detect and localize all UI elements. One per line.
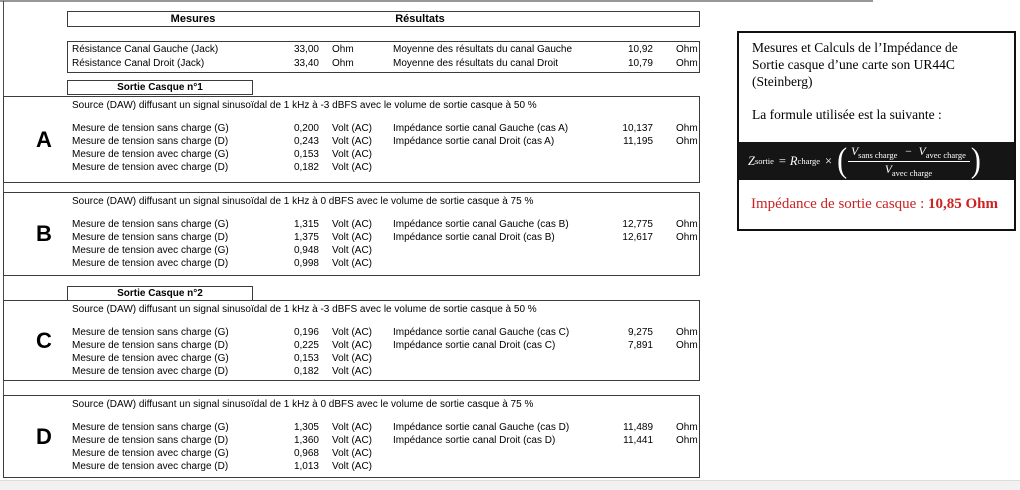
header-resultats: Résultats (395, 13, 445, 25)
measure-value: 1,360 (293, 435, 319, 446)
section-letter: D (36, 423, 52, 449)
formula-z: Z (748, 153, 755, 168)
measure-value: 0,968 (293, 448, 319, 459)
measure-value: 0,225 (293, 340, 319, 351)
result-label: Impédance sortie canal Gauche (cas B) (393, 219, 569, 230)
result-label: Impédance sortie canal Gauche (cas A) (393, 123, 569, 134)
result-unit: Ohm (676, 58, 698, 69)
result-unit: Ohm (676, 219, 698, 230)
section-source: Source (DAW) diffusant un signal sinusoïdal de 1 kHz à -3 dBFS avec le volume de sortie casque à 50 % (72, 100, 537, 111)
result-unit: Ohm (676, 340, 698, 351)
result-value: 11,441 (623, 435, 653, 446)
measure-value: 0,998 (293, 258, 319, 269)
section-letter: A (36, 126, 52, 152)
panel-title-line: Mesures et Calculs de l’Impédance de (752, 40, 958, 55)
measure-unit: Volt (AC) (332, 258, 373, 269)
measure-value: 0,948 (293, 245, 319, 256)
measure-row (68, 232, 699, 245)
panel-title (752, 39, 958, 90)
section-a (3, 96, 700, 183)
measure-value: 0,153 (293, 353, 319, 364)
impedance-result-value: 10,85 Ohm (928, 196, 999, 212)
measure-row (68, 435, 699, 448)
resistance-label: Résistance Canal Droit (Jack) (72, 58, 205, 69)
panel-title-line: Sortie casque d’une carte son UR44C (752, 57, 955, 72)
result-value: 10,137 (622, 123, 653, 134)
measure-label: Mesure de tension avec charge (G) (72, 448, 229, 459)
section-b (3, 192, 700, 276)
resistance-box (67, 41, 700, 73)
formula-equals: = (778, 153, 786, 168)
formula-v2: V (918, 146, 926, 159)
section-source: Source (DAW) diffusant un signal sinusoïdal de 1 kHz à 0 dBFS avec le volume de sortie casque à 75 % (72, 196, 534, 207)
result-value: 9,275 (627, 327, 653, 338)
measure-unit: Volt (AC) (332, 435, 373, 446)
result-unit: Ohm (676, 123, 698, 134)
resistance-label: Résistance Canal Gauche (Jack) (72, 44, 219, 55)
measure-unit: Volt (AC) (332, 327, 373, 338)
resistance-unit: Ohm (332, 58, 354, 69)
result-value: 10,79 (627, 58, 653, 69)
measure-row (68, 162, 699, 175)
result-label: Impédance sortie canal Gauche (cas C) (393, 327, 570, 338)
resistance-unit: Ohm (332, 44, 354, 55)
section-source: Source (DAW) diffusant un signal sinusoïdal de 1 kHz à 0 dBFS avec le volume de sortie casque à 75 % (72, 399, 534, 410)
measure-row (68, 461, 699, 474)
resistance-value: 33,00 (293, 44, 319, 55)
measure-unit: Volt (AC) (332, 245, 373, 256)
section-letter: C (36, 327, 52, 353)
measure-row (68, 353, 699, 366)
measure-value: 1,305 (293, 422, 319, 433)
formula-open-paren: ( (837, 141, 848, 180)
result-label: Moyenne des résultats du canal Droit (393, 58, 559, 69)
measure-value: 0,182 (293, 366, 319, 377)
measure-label: Mesure de tension sans charge (G) (72, 123, 229, 134)
measure-unit: Volt (AC) (332, 219, 373, 230)
measure-value: 1,013 (293, 461, 319, 472)
panel-title-line: (Steinberg) (752, 74, 813, 89)
formula-image: Z sortie = R charge × ( $\frac{V_{sans charge} - V_{avec charge}}{V_{avec charge}}$ ) (739, 142, 1014, 180)
header-mesures: Mesures (170, 13, 216, 25)
measure-row (68, 219, 699, 232)
group-header-sortie-casque-2: Sortie Casque n°2 (67, 286, 253, 301)
measure-unit: Volt (AC) (332, 232, 373, 243)
measure-unit: Volt (AC) (332, 123, 373, 134)
measure-label: Mesure de tension sans charge (D) (72, 232, 229, 243)
formula-r: R (789, 153, 798, 168)
resistance-value: 33,40 (293, 58, 319, 69)
measure-label: Mesure de tension avec charge (G) (72, 149, 229, 160)
measure-label: Mesure de tension avec charge (D) (72, 258, 229, 269)
result-unit: Ohm (676, 44, 698, 55)
measure-value: 0,200 (293, 123, 319, 134)
formula-minus: − (905, 146, 912, 159)
measure-unit: Volt (AC) (332, 448, 373, 459)
measure-label: Mesure de tension sans charge (G) (72, 327, 229, 338)
resistance-row (68, 44, 699, 58)
section-letter: B (36, 221, 52, 246)
result-unit: Ohm (676, 435, 698, 446)
measure-value: 0,153 (293, 149, 319, 160)
result-value: 11,195 (623, 136, 653, 147)
result-unit: Ohm (676, 422, 698, 433)
formula-close-paren: ) (970, 141, 981, 180)
impedance-result-label: Impédance de sortie casque : (751, 196, 929, 212)
group-header-sortie-casque-1: Sortie Casque n°1 (67, 80, 253, 95)
result-value: 7,891 (627, 340, 653, 351)
measure-unit: Volt (AC) (332, 366, 373, 377)
result-label: Impédance sortie canal Droit (cas B) (393, 232, 555, 243)
formula-intro: La formule utilisée est la suivante : (752, 107, 942, 122)
result-value: 10,92 (627, 44, 653, 55)
measure-unit: Volt (AC) (332, 162, 373, 173)
formula-v1-sub: sans charge (858, 150, 898, 161)
measure-value: 1,375 (293, 232, 319, 243)
measure-label: Mesure de tension sans charge (D) (72, 435, 229, 446)
measure-label: Mesure de tension avec charge (G) (72, 353, 229, 364)
section-d (3, 395, 700, 478)
measure-unit: Volt (AC) (332, 422, 373, 433)
formula-fraction (848, 145, 970, 177)
formula-v1: V (851, 146, 859, 159)
measure-label: Mesure de tension sans charge (D) (72, 340, 229, 351)
measure-unit: Volt (AC) (332, 461, 373, 472)
measure-unit: Volt (AC) (332, 340, 373, 351)
measure-label: Mesure de tension sans charge (G) (72, 219, 229, 230)
formula-numerator (848, 145, 970, 161)
formula-v2-sub: avec charge (925, 150, 966, 161)
result-label: Impédance sortie canal Droit (cas A) (393, 136, 555, 147)
measure-value: 0,196 (293, 327, 319, 338)
measure-label: Mesure de tension avec charge (D) (72, 366, 229, 377)
measure-label: Mesure de tension avec charge (D) (72, 162, 229, 173)
measure-label: Mesure de tension sans charge (D) (72, 136, 229, 147)
result-value: 12,775 (622, 219, 653, 230)
measure-value: 0,243 (293, 136, 319, 147)
result-label: Impédance sortie canal Droit (cas C) (393, 340, 556, 351)
formula-times: × (825, 153, 833, 168)
result-unit: Ohm (676, 327, 698, 338)
measure-value: 0,182 (293, 162, 319, 173)
measure-unit: Volt (AC) (332, 136, 373, 147)
measure-row (68, 448, 699, 461)
measure-label: Mesure de tension sans charge (G) (72, 422, 229, 433)
measure-label: Mesure de tension avec charge (G) (72, 245, 229, 256)
result-unit: Ohm (676, 232, 698, 243)
measure-unit: Volt (AC) (332, 149, 373, 160)
result-label: Impédance sortie canal Gauche (cas D) (393, 422, 570, 433)
section-c (3, 300, 700, 381)
measure-row (68, 245, 699, 258)
result-value: 12,617 (622, 232, 653, 243)
result-label: Moyenne des résultats du canal Gauche (393, 44, 572, 55)
measure-row (68, 340, 699, 353)
measure-row (68, 258, 699, 271)
formula-denominator (848, 162, 970, 177)
measure-row (68, 149, 699, 162)
measure-row (68, 422, 699, 435)
measure-value: 1,315 (293, 219, 319, 230)
result-label: Impédance sortie canal Droit (cas D) (393, 435, 556, 446)
result-unit: Ohm (676, 136, 698, 147)
column-headers-box (67, 11, 700, 27)
result-value: 11,489 (623, 422, 653, 433)
measure-row (68, 327, 699, 340)
measure-row (68, 123, 699, 136)
formula-v3: V (884, 163, 892, 176)
measure-row (68, 366, 699, 379)
measure-row (68, 136, 699, 149)
formula-v3-sub: avec charge (891, 167, 933, 178)
summary-panel (737, 31, 1016, 231)
impedance-result (751, 196, 998, 213)
measure-unit: Volt (AC) (332, 353, 373, 364)
sheet-top-edge (0, 0, 873, 2)
resistance-row (68, 58, 699, 72)
measure-label: Mesure de tension avec charge (D) (72, 461, 229, 472)
section-source: Source (DAW) diffusant un signal sinusoïdal de 1 kHz à -3 dBFS avec le volume de sortie casque à 50 % (72, 304, 537, 315)
